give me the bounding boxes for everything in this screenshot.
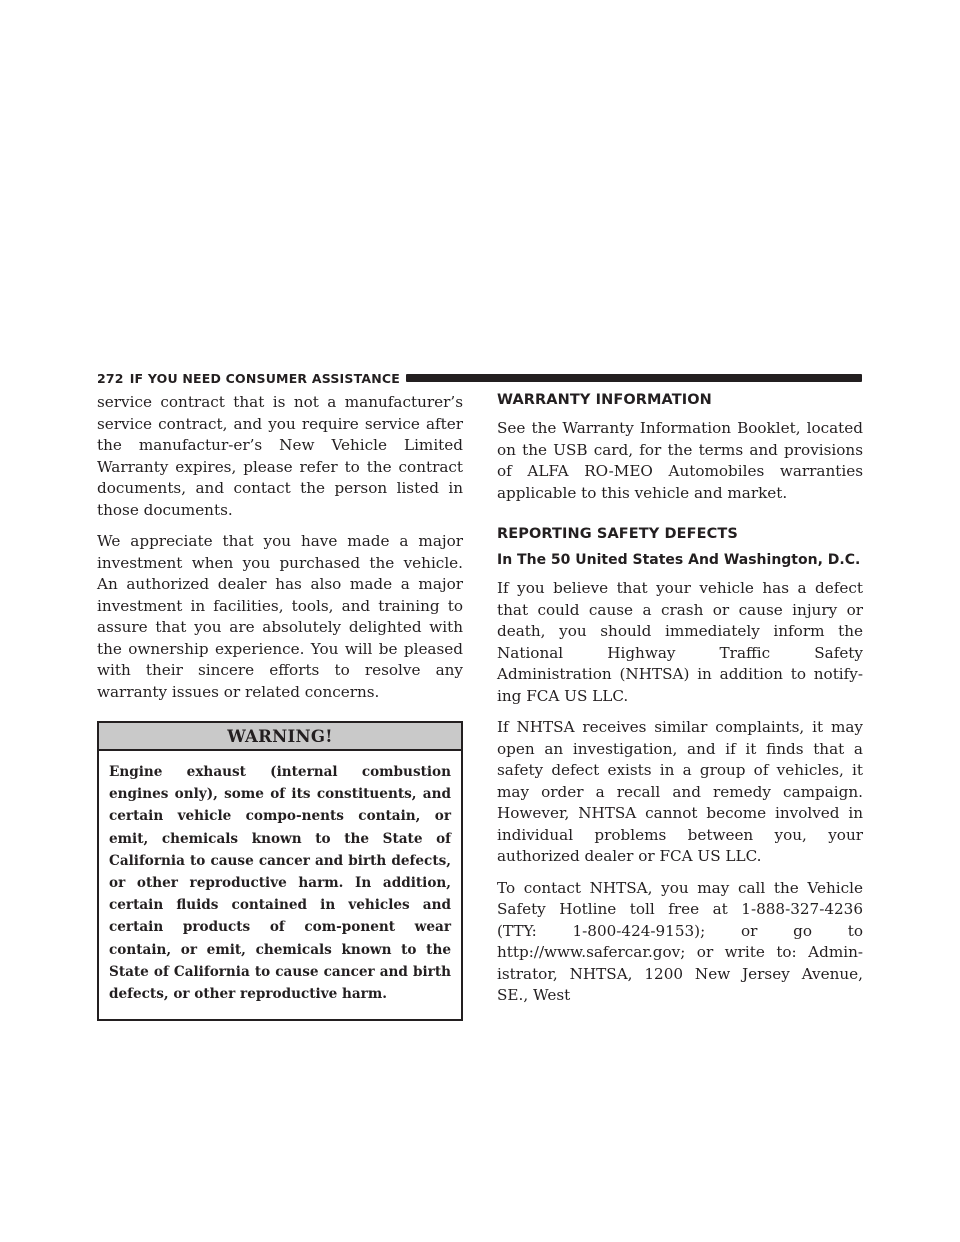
warranty-heading: WARRANTY INFORMATION	[497, 392, 712, 408]
page-number: 272	[97, 370, 124, 386]
safety-paragraph-2: If NHTSA receives similar complaints, it may open an investigation, and if it finds that a safety defect exists in a group of vehicles, it may order a recall and remedy campaign. However, NHTSA cannot become involved in individual problems between you, your authorized dealer or FCA US LLC.	[497, 718, 863, 865]
page-header	[97, 369, 862, 387]
warning-box	[97, 721, 463, 1021]
right-column	[497, 392, 863, 1017]
safety-paragraph-1: If you believe that your vehicle has a defect that could cause a crash or cause injury or death, you should immediately inform the National Highway Traffic Safety Administration (NHTSA) in addition to notify-ing FCA US LLC.	[497, 579, 863, 705]
warning-title: WARNING!	[99, 723, 461, 751]
left-column	[97, 392, 463, 1021]
safety-heading: REPORTING SAFETY DEFECTS	[497, 526, 738, 542]
warning-text: Engine exhaust (internal combustion engines only), some of its constituents, and certain vehicle compo-nents contain, or emit, chemicals known to the State of California to cause cancer and birth defects, or other reproductive harm. In addition, certain fluids contained in vehicles and certain products of com-ponent wear contain, or emit, chemicals known to the State of California to cause cancer and birth defects, or other reproductive harm.	[109, 764, 451, 1003]
safety-subheading: In The 50 United States And Washington, D.C.	[497, 552, 861, 568]
safety-paragraph-3: To contact NHTSA, you may call the Vehicle Safety Hotline toll free at 1-888-327-4236 (TTY: 1-800-424-9153); or go to http://www.safercar.gov; or write to: Admin-istrator, NHTSA, 1200 New Jersey Avenue, SE., West	[497, 878, 863, 1004]
paragraph-investment: We appreciate that you have made a major investment when you purchased the vehicle. An authorized dealer has also made a major investment in facilities, tools, and training to assure that you are absolutely delighted with the ownership experience. You will be pleased with their sincere efforts to resolve any warranty issues or related concerns.	[97, 532, 463, 701]
section-title: IF YOU NEED CONSUMER ASSISTANCE	[129, 370, 400, 386]
header-rule	[406, 374, 862, 382]
paragraph-service-contract: service contract that is not a manufacturer’s service contract, and you require service after the manufactur-er’s New Vehicle Limited Warranty expires, please refer to the contract documents, and contact the person listed in those documents.	[97, 393, 463, 519]
warranty-paragraph: See the Warranty Information Booklet, located on the USB card, for the terms and provisions of ALFA RO-MEO Automobiles warranties applicable to this vehicle and market.	[497, 419, 863, 502]
